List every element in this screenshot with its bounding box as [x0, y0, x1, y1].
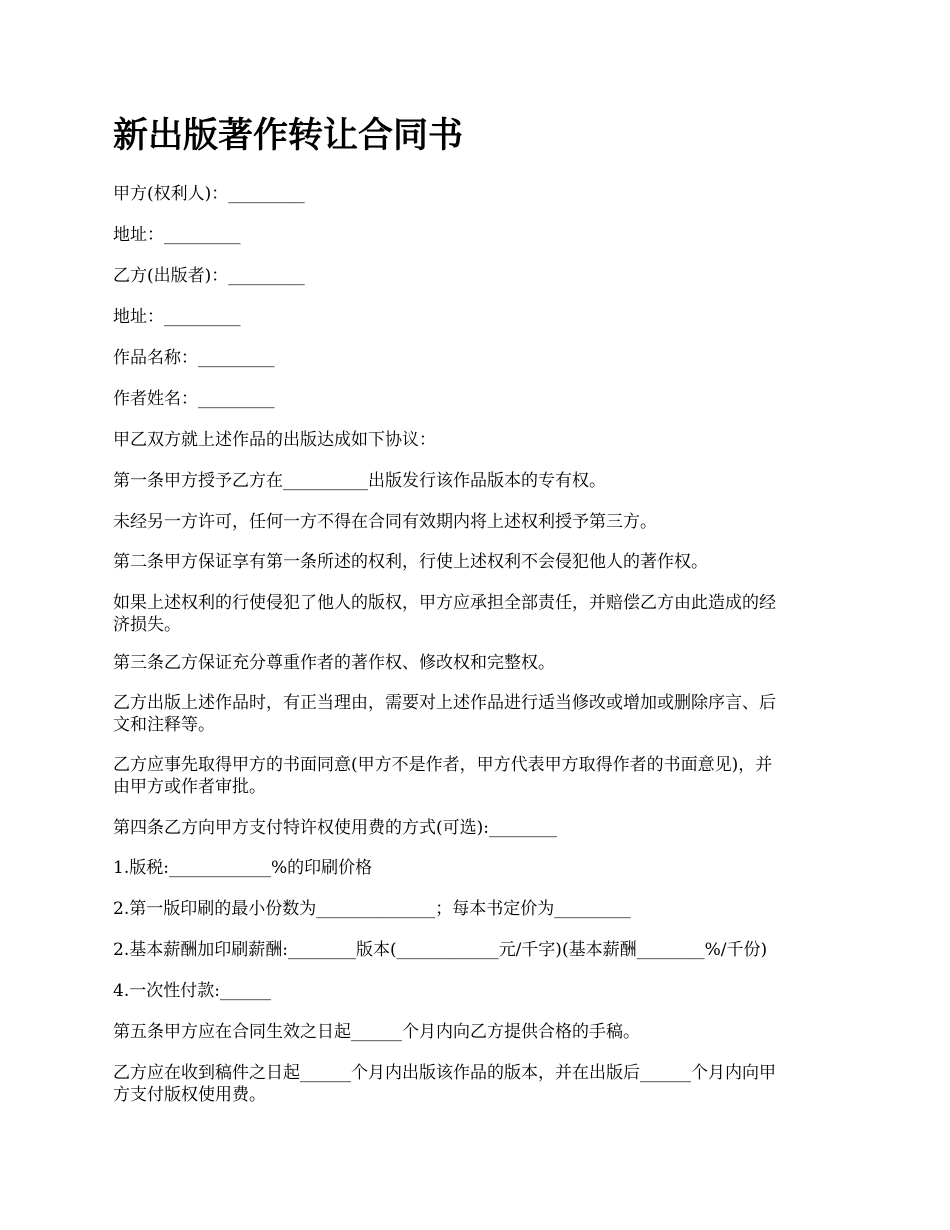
party-a-line: 甲方(权利人)：_________: [113, 184, 305, 204]
author-name-line: 作者姓名：_________: [113, 389, 275, 409]
article-2-liability-line-2: 济损失。: [113, 615, 181, 635]
article-4: 第四条乙方向甲方支付特许权使用费的方式(可选):________: [113, 818, 557, 838]
article-2-liability-line-1: 如果上述权利的行使侵犯了他人的版权，甲方应承担全部责任，并赔偿乙方由此造成的经: [113, 593, 776, 613]
agreement-intro: 甲乙双方就上述作品的出版达成如下协议：: [113, 430, 436, 450]
article-5-publication-line-2: 方支付版权使用费。: [113, 1085, 266, 1105]
payment-option-first-print: 2.第一版印刷的最小份数为______________；每本书定价为_________: [113, 899, 631, 919]
party-b-line: 乙方(出版者)：_________: [113, 266, 305, 286]
party-a-address-line: 地址：_________: [113, 225, 241, 245]
document-title: 新出版著作转让合同书: [113, 115, 464, 156]
article-1: 第一条甲方授予乙方在__________出版发行该作品版本的专有权。: [113, 471, 606, 491]
article-1-note: 未经另一方许可，任何一方不得在合同有效期内将上述权利授予第三方。: [113, 512, 657, 532]
payment-option-base-pay: 2.基本薪酬加印刷薪酬:________版本(____________元/千字)(基本薪酬________%/千份): [113, 940, 768, 960]
article-3-consent-line-1: 乙方应事先取得甲方的书面同意(甲方不是作者，甲方代表甲方取得作者的书面意见)，并: [113, 755, 773, 775]
article-3-edit-line-1: 乙方出版上述作品时，有正当理由，需要对上述作品进行适当修改或增加或删除序言、后: [113, 693, 776, 713]
work-title-line: 作品名称：_________: [113, 348, 275, 368]
party-b-address-line: 地址：_________: [113, 307, 241, 327]
payment-option-lump-sum: 4.一次性付款:______: [113, 981, 271, 1001]
article-3-edit-line-2: 文和注释等。: [113, 715, 215, 735]
article-2: 第二条甲方保证享有第一条所述的权利，行使上述权利不会侵犯他人的著作权。: [113, 552, 708, 572]
payment-option-royalty: 1.版税:____________%的印刷价格: [113, 858, 373, 878]
article-5: 第五条甲方应在合同生效之日起______个月内向乙方提供合格的手稿。: [113, 1022, 640, 1042]
article-5-publication-line-1: 乙方应在收到稿件之日起______个月内出版该作品的版本，并在出版后______个月内向甲: [113, 1063, 776, 1083]
article-3-consent-line-2: 由甲方或作者审批。: [113, 777, 266, 797]
article-3: 第三条乙方保证充分尊重作者的著作权、修改权和完整权。: [113, 653, 555, 673]
